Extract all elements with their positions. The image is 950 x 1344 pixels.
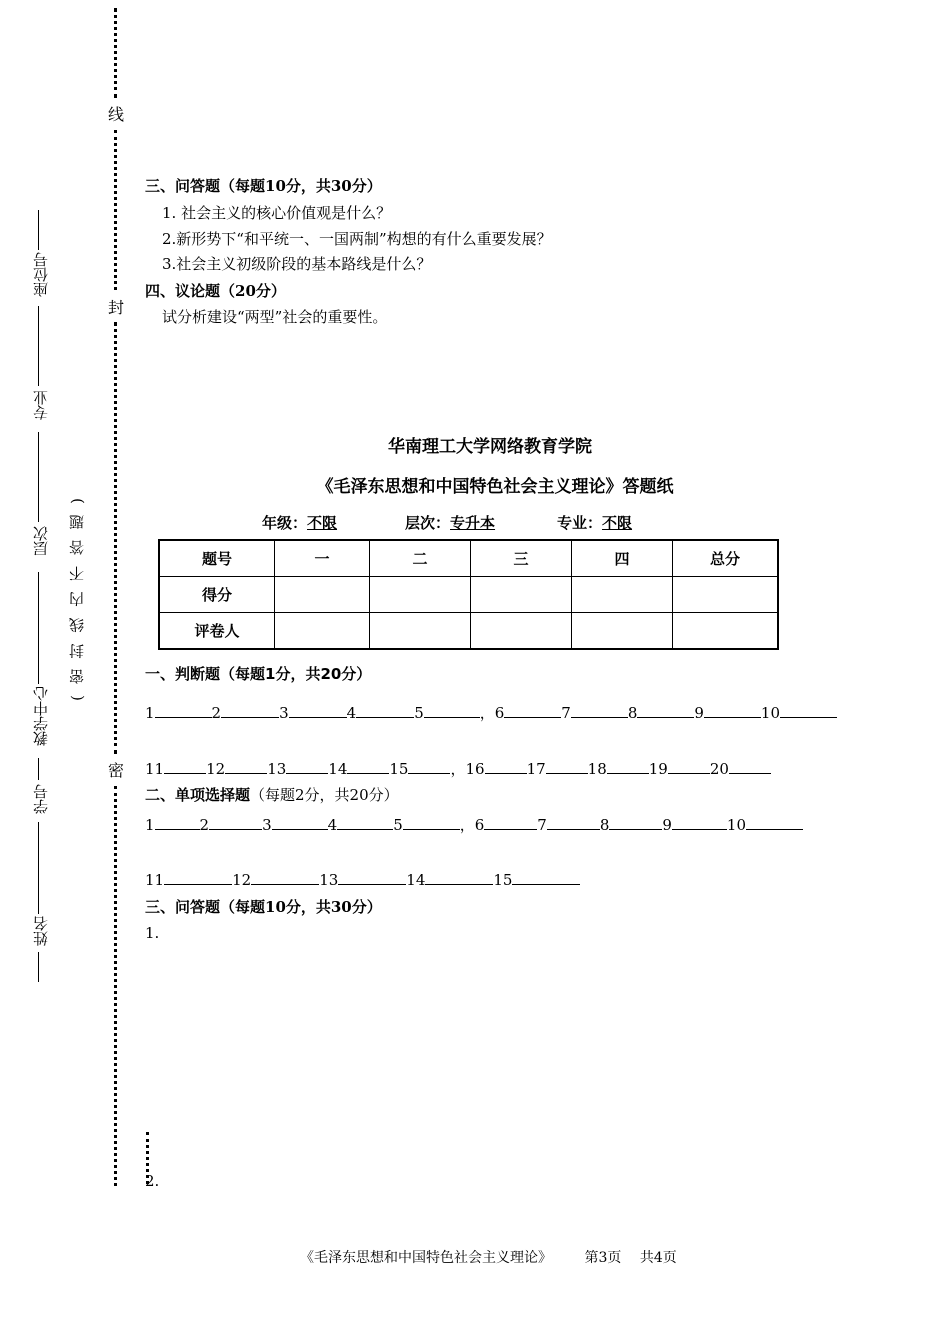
institution-title: 华南理工大学网络教育学院 [388,437,592,457]
item-number: 14 [406,871,426,889]
item-number: ，6 [479,704,505,722]
answer-blank[interactable] [425,870,493,885]
major-label: 专业 [32,390,50,420]
item-number: 11 [145,760,165,778]
item-number: 1 [145,816,155,834]
name-label: 姓名 [32,916,50,946]
major-info [557,512,632,533]
footer [300,1247,677,1267]
score-cell[interactable] [673,577,779,613]
item-number: ，16 [450,760,485,778]
qa-question-3: 3.社会主义初级阶段的基本路线是什么？ [162,255,432,273]
answer-blank[interactable] [251,870,319,885]
score-row-label: 得分 [159,577,275,613]
footer-total: 共4页 [639,1250,677,1266]
item-number: 12 [232,871,252,889]
grader-cell[interactable] [370,613,471,650]
answer-sheet-title: 《毛泽东思想和中国特色社会主义理论》答题纸 [316,477,674,497]
item-number: 8 [627,704,638,722]
item-number: 18 [587,760,607,778]
score-cell[interactable] [572,577,673,613]
grader-row-label: 评卷人 [159,613,275,650]
item-number: 2 [211,704,222,722]
item-number: 3 [279,704,289,722]
item-number: 13 [267,760,287,778]
section1-answer-row-1 [145,702,837,723]
footer-page: 第3页 [584,1250,622,1266]
item-number: 12 [206,760,226,778]
seat-major-blank [38,306,39,386]
answer-blank[interactable] [484,815,537,830]
header-cell-2: 二 [370,540,471,577]
grader-row [159,613,778,650]
answer-blank[interactable] [746,815,803,830]
section2-heading [145,784,399,805]
item-number: 15 [493,871,513,889]
answer-blank[interactable] [485,759,527,774]
answer-blank[interactable] [155,703,212,718]
item-number: 19 [648,760,668,778]
section3-answer-1[interactable]: 1. [145,924,160,942]
grade-value: 不限 [307,514,338,532]
answer-blank[interactable] [546,759,588,774]
item-number: 20 [709,760,729,778]
score-table-header-row [159,540,778,577]
answer-blank[interactable] [347,759,389,774]
item-number: 5 [414,704,424,722]
center-id-blank [38,758,39,780]
answer-blank[interactable] [225,759,267,774]
major-info-label: 专业： [557,514,603,532]
answer-blank[interactable] [729,759,771,774]
section2-answer-row-2 [145,870,580,889]
section3-heading: 三、问答题（每题10分，共30分） [145,898,382,916]
section1-answer-row-2 [145,758,771,779]
answer-blank[interactable] [356,703,414,718]
binding-dotted-line-lower [114,322,117,754]
score-cell[interactable] [370,577,471,613]
seat-number-blank [38,210,39,250]
header-cell-4: 四 [572,540,673,577]
section2-heading-rest: （每题2分，共20分） [250,786,399,804]
section2-heading-bold: 二、单项选择题 [145,786,251,804]
binding-dotted-line-top [114,8,117,98]
binding-dotted-line-bottom [114,786,117,1186]
qa-question-1: 1. 社会主义的核心价值观是什么？ [162,204,392,222]
answer-blank[interactable] [164,870,232,885]
score-cell[interactable] [275,577,370,613]
item-number: 10 [726,816,747,834]
header-cell-number: 题号 [159,540,275,577]
margin-mark-feng: 封 [108,298,125,317]
answer-blank[interactable] [289,703,347,718]
section3-answer-2[interactable]: 2. [145,1172,160,1190]
major-value: 不限 [602,514,633,532]
answer-blank[interactable] [607,759,649,774]
answer-blank[interactable] [780,703,837,718]
seat-number-label: 座位号 [32,252,50,297]
margin-mark-xian: 线 [108,105,125,124]
level-value: 专升本 [450,514,496,532]
item-number: 9 [662,816,672,834]
answer-blank[interactable] [272,815,328,830]
score-cell[interactable] [471,577,572,613]
item-number: 17 [526,760,546,778]
teaching-center-label: 教学中心 [32,686,50,746]
item-number: 4 [346,704,357,722]
qa-heading-top: 三、问答题（每题10分，共30分） [145,177,382,195]
sealed-line-notice: ( 密 封 线 内 不 答 题 ) [68,495,86,701]
answer-blank[interactable] [408,759,450,774]
grader-cell[interactable] [572,613,673,650]
answer-blank[interactable] [155,815,200,830]
essay-question: 试分析建设“两型”社会的重要性。 [162,308,388,326]
item-number: 14 [328,760,348,778]
item-number: 8 [599,816,610,834]
answer-blank[interactable] [512,870,580,885]
level-label: 层次 [32,526,50,556]
level-info-label: 层次： [405,514,451,532]
header-cell-3: 三 [471,540,572,577]
footer-course: 《毛泽东思想和中国特色社会主义理论》 [300,1250,552,1266]
student-id-label: 学号 [32,784,50,814]
qa-question-2: 2.新形势下“和平统一、一国两制”构想的有什么重要发展？ [162,230,552,248]
answer-blank[interactable] [209,815,262,830]
grader-cell[interactable] [275,613,370,650]
answer-blank[interactable] [672,815,727,830]
item-number: 5 [393,816,403,834]
answer-blank[interactable] [571,703,628,718]
answer-blank[interactable] [547,815,600,830]
item-number: 2 [199,816,210,834]
item-number: 11 [145,871,165,889]
answer-blank[interactable] [338,870,406,885]
section1-heading: 一、判断题（每题1分，共20分） [145,665,372,683]
answer-blank[interactable] [637,703,694,718]
margin-mark-mi: 密 [108,761,125,780]
item-number: 7 [561,704,571,722]
grader-cell[interactable] [471,613,572,650]
name-blank [38,952,39,982]
answer-blank[interactable] [337,815,393,830]
score-row [159,577,778,613]
answer-blank[interactable] [504,703,561,718]
item-number: 13 [319,871,339,889]
id-name-blank [38,822,39,914]
item-number: 9 [694,704,704,722]
level-info [405,512,495,533]
header-cell-1: 一 [275,540,370,577]
answer-blank[interactable] [164,759,206,774]
level-center-blank [38,572,39,684]
section2-answer-row-1 [145,814,803,835]
answer-blank[interactable] [609,815,662,830]
grade-label: 年级： [262,514,308,532]
answer-blank[interactable] [668,759,710,774]
answer-blank[interactable] [403,815,460,830]
item-number: 1 [145,704,155,722]
score-table [158,539,779,650]
answer-blank[interactable] [286,759,328,774]
item-number: 15 [389,760,409,778]
item-number: 7 [537,816,547,834]
answer-blank[interactable] [704,703,761,718]
grade-info [262,512,337,533]
essay-heading: 四、议论题（20分） [145,282,286,300]
item-number: ，6 [459,816,485,834]
item-number: 10 [760,704,781,722]
answer-blank[interactable] [424,703,480,718]
grader-cell[interactable] [673,613,779,650]
header-cell-total: 总分 [673,540,779,577]
binding-dotted-line-middle [114,130,117,290]
item-number: 3 [262,816,272,834]
answer-blank[interactable] [221,703,279,718]
item-number: 4 [327,816,338,834]
